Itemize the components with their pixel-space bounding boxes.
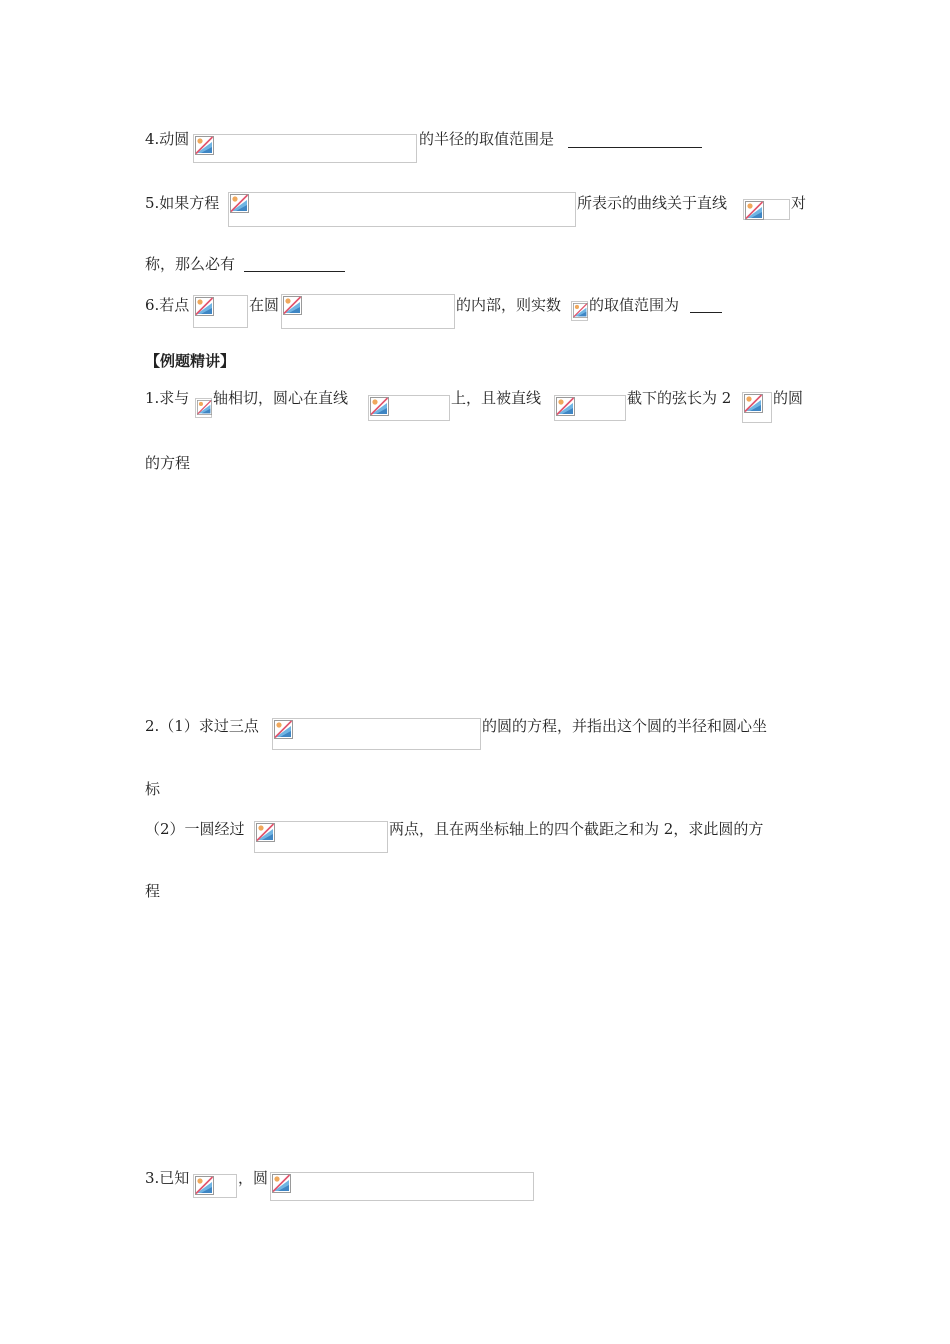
broken-image-icon bbox=[274, 720, 293, 739]
formula-image-placeholder bbox=[254, 821, 388, 853]
ex1-line2: 的方程 bbox=[145, 454, 191, 472]
q6-suffix: 的取值范围为 bbox=[589, 296, 680, 314]
formula-image-placeholder bbox=[272, 718, 481, 750]
broken-image-icon bbox=[230, 194, 249, 213]
q6-mid1: 在圆 bbox=[249, 296, 280, 314]
broken-image-icon bbox=[272, 1174, 291, 1193]
q6-mid2: 的内部，则实数 bbox=[456, 296, 562, 314]
q5-line2: 称，那么必有 bbox=[145, 255, 236, 273]
broken-image-icon bbox=[197, 400, 212, 415]
ex1-suffix: 的圆 bbox=[773, 389, 804, 407]
formula-image-placeholder bbox=[270, 1172, 534, 1201]
broken-image-icon bbox=[256, 823, 275, 842]
broken-image-icon bbox=[745, 201, 764, 220]
formula-image-placeholder bbox=[228, 192, 576, 227]
q6-prefix: 6.若点 bbox=[145, 296, 190, 314]
formula-image-placeholder bbox=[193, 134, 417, 163]
q5-middle: 所表示的曲线关于直线 bbox=[577, 194, 728, 212]
formula-image-placeholder bbox=[193, 295, 248, 328]
formula-image-placeholder bbox=[743, 199, 790, 220]
q4-line bbox=[145, 129, 189, 149]
ex2-part2-suffix: 两点，且在两坐标轴上的四个截距之和为 2，求此圆的方 bbox=[389, 820, 764, 838]
ex1-mid1: 轴相切，圆心在直线 bbox=[213, 389, 349, 407]
answer-blank[interactable] bbox=[690, 312, 722, 313]
ex2-part2-prefix: （2）一圆经过 bbox=[145, 820, 245, 838]
broken-image-icon bbox=[573, 303, 588, 318]
formula-image-placeholder bbox=[571, 301, 588, 321]
formula-image-placeholder bbox=[195, 398, 212, 418]
answer-blank[interactable] bbox=[244, 271, 345, 272]
broken-image-icon bbox=[556, 397, 575, 416]
ex2-part1-suffix: 的圆的方程，并指出这个圆的半径和圆心坐 bbox=[482, 717, 768, 735]
ex2-part1-line2: 标 bbox=[145, 780, 161, 798]
q4-suffix: 的半径的取值范围是 bbox=[419, 130, 555, 148]
answer-blank[interactable] bbox=[568, 147, 702, 148]
formula-image-placeholder bbox=[742, 392, 772, 423]
ex2-part1-prefix: 2.（1）求过三点 bbox=[145, 717, 259, 735]
q5-prefix: 5.如果方程 bbox=[145, 194, 220, 212]
ex3-mid1: ，圆 bbox=[238, 1169, 269, 1187]
formula-image-placeholder bbox=[193, 1174, 237, 1198]
broken-image-icon bbox=[195, 136, 214, 155]
ex1-mid2: 上，且被直线 bbox=[451, 389, 542, 407]
formula-image-placeholder bbox=[281, 294, 455, 329]
ex3-prefix: 3.已知 bbox=[145, 1169, 190, 1187]
formula-image-placeholder bbox=[554, 395, 626, 421]
section-heading: 【例题精讲】 bbox=[145, 352, 236, 370]
broken-image-icon bbox=[370, 397, 389, 416]
formula-image-placeholder bbox=[368, 395, 450, 421]
broken-image-icon bbox=[744, 394, 763, 413]
broken-image-icon bbox=[195, 1176, 214, 1195]
ex2-part2-line2: 程 bbox=[145, 882, 161, 900]
broken-image-icon bbox=[195, 297, 214, 316]
ex1-mid3: 截下的弦长为 2 bbox=[627, 389, 732, 407]
q4-prefix: 4.动圆 bbox=[145, 130, 190, 148]
ex1-prefix: 1.求与 bbox=[145, 389, 190, 407]
q5-suffix: 对 bbox=[791, 194, 807, 212]
broken-image-icon bbox=[283, 296, 302, 315]
